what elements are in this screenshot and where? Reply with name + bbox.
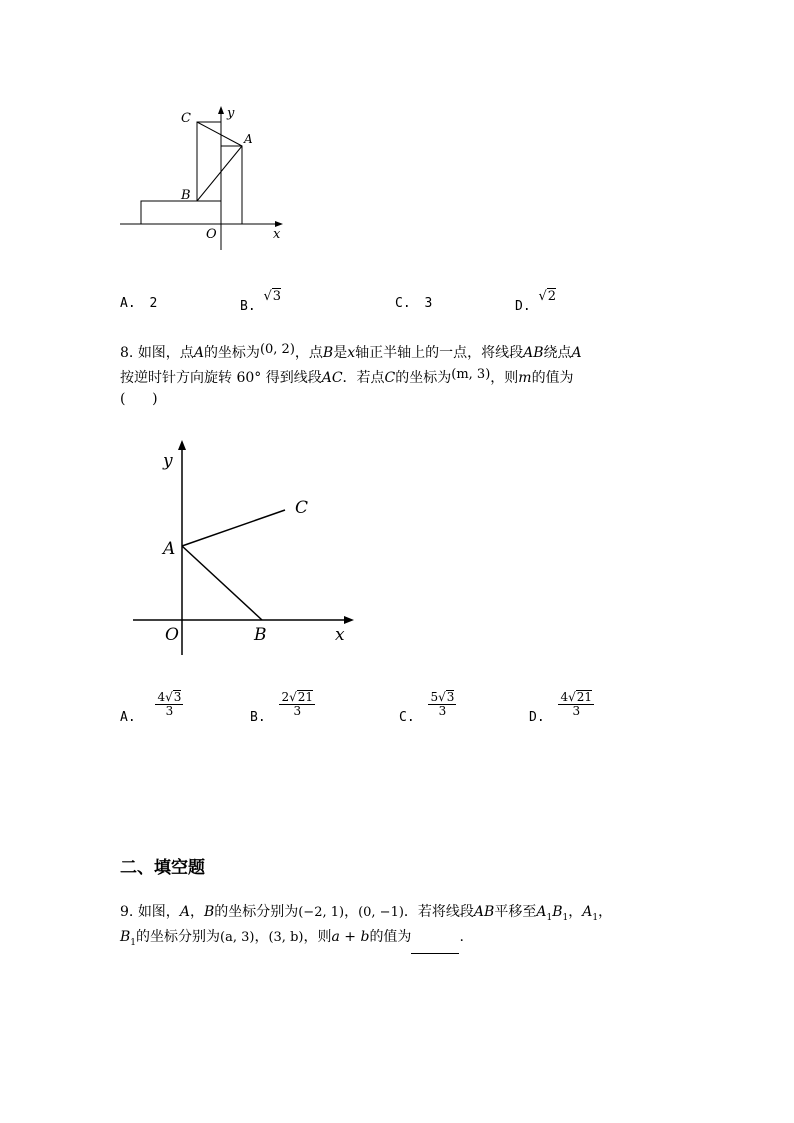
- q8-segment-ab: AB: [523, 345, 544, 361]
- q7-option-d[interactable]: [515, 288, 556, 314]
- q7-option-b-radicand: 3: [272, 289, 282, 304]
- q8-line2-text-1: 按逆时针方向旋转 60° 得到线段: [120, 370, 322, 386]
- q8-option-b[interactable]: [250, 690, 315, 725]
- q9-coord-a: (−2, 1): [298, 905, 345, 920]
- q7-option-d-letter: D.: [515, 299, 531, 314]
- q9-point-b1: B: [552, 904, 563, 920]
- q8-option-d-radicand: 21: [576, 690, 593, 704]
- fig1-y-arrow: [218, 106, 224, 114]
- q8-option-a-radicand: 3: [173, 690, 182, 704]
- q9-line-2: [120, 926, 464, 954]
- q7-option-c-letter: C.: [395, 296, 411, 311]
- q8-option-c-letter: C.: [399, 710, 415, 726]
- q8-option-c-radicand: 3: [446, 690, 455, 704]
- fig1-segment-ba: [197, 146, 242, 201]
- q8-option-b-coef: 2: [281, 690, 290, 704]
- q9-text-2: 的坐标分别为: [214, 904, 299, 920]
- fig1-rect-tall: [197, 122, 221, 201]
- q9-line2-sub: 1: [130, 937, 137, 948]
- q8-option-d-coef: 4: [560, 690, 569, 704]
- fig2-x-arrow: [344, 616, 354, 624]
- fig1-label-a: A: [244, 132, 253, 146]
- q9-comma-2: ，: [344, 904, 359, 920]
- q8-point-c: C: [384, 370, 396, 386]
- q8-option-a-letter: A.: [120, 710, 136, 726]
- q8-coord-c: (m, 3): [451, 367, 491, 382]
- fig1-label-y: y: [227, 106, 235, 121]
- q9-end: .: [459, 929, 464, 945]
- q8-option-b-den: 3: [279, 704, 315, 718]
- q9-line2-point-b1: B: [120, 929, 131, 945]
- fig2-label-y: y: [163, 451, 173, 471]
- q8-line2-text-2: ．若点: [342, 370, 385, 386]
- q8-option-d[interactable]: [529, 690, 594, 725]
- q8-option-a-fraction: $\frac{4√3}{3}$: [157, 690, 182, 718]
- q8-x: x: [347, 345, 356, 361]
- q8-line2-text-4: ，则: [490, 370, 519, 386]
- q8-line-1: [120, 339, 582, 364]
- q8-option-d-letter: D.: [529, 710, 545, 726]
- q8-text-4: 是: [333, 345, 348, 361]
- q8-option-c-den: 3: [428, 704, 456, 718]
- fig2-segment-ab: [182, 546, 262, 620]
- q7-option-a-value: 2: [149, 296, 158, 311]
- fig2-label-o: O: [165, 625, 179, 645]
- q9-line2-text-1: 的坐标分别为: [136, 929, 221, 945]
- fig1-rect-bottom: [141, 201, 221, 224]
- q9-point-a1: A: [536, 904, 547, 920]
- q8-point-a: A: [193, 345, 204, 361]
- fig2-label-c: C: [295, 498, 309, 518]
- q9-line2-text-2: ，则: [303, 929, 332, 945]
- q9-coord-a1: (a, 3): [220, 930, 255, 945]
- fig1-segment-ca: [197, 122, 242, 146]
- q8-option-a-coef: 4: [157, 690, 166, 704]
- q8-text-3: ，点: [294, 345, 323, 361]
- q7-option-d-radicand: 2: [547, 289, 557, 304]
- q9-coord-b: (0, −1): [358, 905, 404, 920]
- section-2-title: 二、填空题: [120, 858, 205, 878]
- q8-text-1: 如图，点: [137, 345, 194, 361]
- fig1-label-x: x: [273, 227, 281, 242]
- q9-text-3: ．若将线段: [403, 904, 474, 920]
- fig2-y-arrow: [178, 440, 186, 450]
- q7-option-c-value: 3: [424, 296, 433, 311]
- q9-comma-4: ，: [598, 904, 613, 920]
- q9-line2-text-3: 的值为: [369, 929, 412, 945]
- q8-point-b: B: [322, 345, 334, 361]
- q8-text-5: 轴正半轴上的一点，将线段: [355, 345, 524, 361]
- q9-line-1: [120, 901, 612, 929]
- q7-option-a[interactable]: [120, 296, 157, 311]
- q9-text-1: 如图，: [137, 904, 180, 920]
- q9-comma-3: ，: [568, 904, 583, 920]
- q8-segment-ac: AC: [321, 370, 343, 386]
- figure-1-diagram: [115, 100, 300, 260]
- fig1-label-b: B: [181, 188, 191, 203]
- q8-option-c[interactable]: [399, 690, 456, 725]
- q8-coord-a: (0, 2): [259, 342, 295, 357]
- fig1-rect-right: [221, 146, 242, 224]
- fig2-label-b: B: [254, 625, 267, 645]
- q9-expression: a + b: [331, 929, 370, 945]
- q8-text-6: 绕点: [543, 345, 572, 361]
- fig1-label-o: O: [206, 227, 217, 242]
- q8-line2-text-5: 的值为: [531, 370, 574, 386]
- fig2-label-a: A: [163, 539, 176, 559]
- q8-option-b-radicand: 21: [297, 690, 314, 704]
- q8-option-b-fraction: $\frac{2√21}{3}$: [281, 690, 314, 718]
- fig1-label-c: C: [181, 111, 191, 126]
- q7-option-a-letter: A.: [120, 296, 136, 311]
- q8-text-2: 的坐标为: [203, 345, 260, 361]
- q8-option-c-coef: 5: [430, 690, 439, 704]
- q9-segment-ab: AB: [473, 904, 495, 920]
- fig2-segment-ac: [182, 510, 285, 546]
- figure-2-diagram: [125, 435, 365, 660]
- q9-comma-5: ，: [254, 929, 269, 945]
- q8-option-d-den: 3: [558, 704, 594, 718]
- q9-sub-2: 1: [562, 912, 569, 923]
- q9-sub-3: 1: [592, 912, 599, 923]
- q8-m: m: [518, 370, 532, 386]
- q8-option-a-den: 3: [155, 704, 183, 718]
- q7-option-b[interactable]: [240, 288, 281, 314]
- q8-option-b-letter: B.: [250, 710, 266, 726]
- q7-option-b-sqrt: √3: [263, 289, 282, 304]
- q8-number: 8.: [120, 345, 134, 361]
- q9-coord-b1: (3, b): [268, 930, 304, 945]
- q9-point-b: B: [203, 904, 215, 920]
- q9-number: 9.: [120, 904, 134, 920]
- q8-option-a[interactable]: [120, 690, 183, 725]
- q8-line2-text-3: 的坐标为: [395, 370, 452, 386]
- q9-point-a: A: [179, 904, 190, 920]
- q8-point-a-2: A: [571, 345, 582, 361]
- q8-line-2: [120, 364, 574, 389]
- q9-comma-1: ，: [189, 904, 204, 920]
- q9-point-a1-b: A: [582, 904, 593, 920]
- q8-answer-paren[interactable]: ( ): [120, 391, 158, 407]
- q7-option-d-sqrt: √2: [538, 289, 557, 304]
- q8-option-d-fraction: $\frac{4√21}{3}$: [560, 690, 593, 718]
- q7-option-c[interactable]: [395, 296, 432, 311]
- q9-answer-blank[interactable]: [411, 939, 459, 954]
- q8-option-c-fraction: $\frac{5√3}{3}$: [430, 690, 455, 718]
- q9-text-4: 平移至: [494, 904, 537, 920]
- q7-option-b-letter: B.: [240, 299, 256, 314]
- fig2-label-x: x: [335, 625, 345, 645]
- q9-sub-1: 1: [546, 912, 553, 923]
